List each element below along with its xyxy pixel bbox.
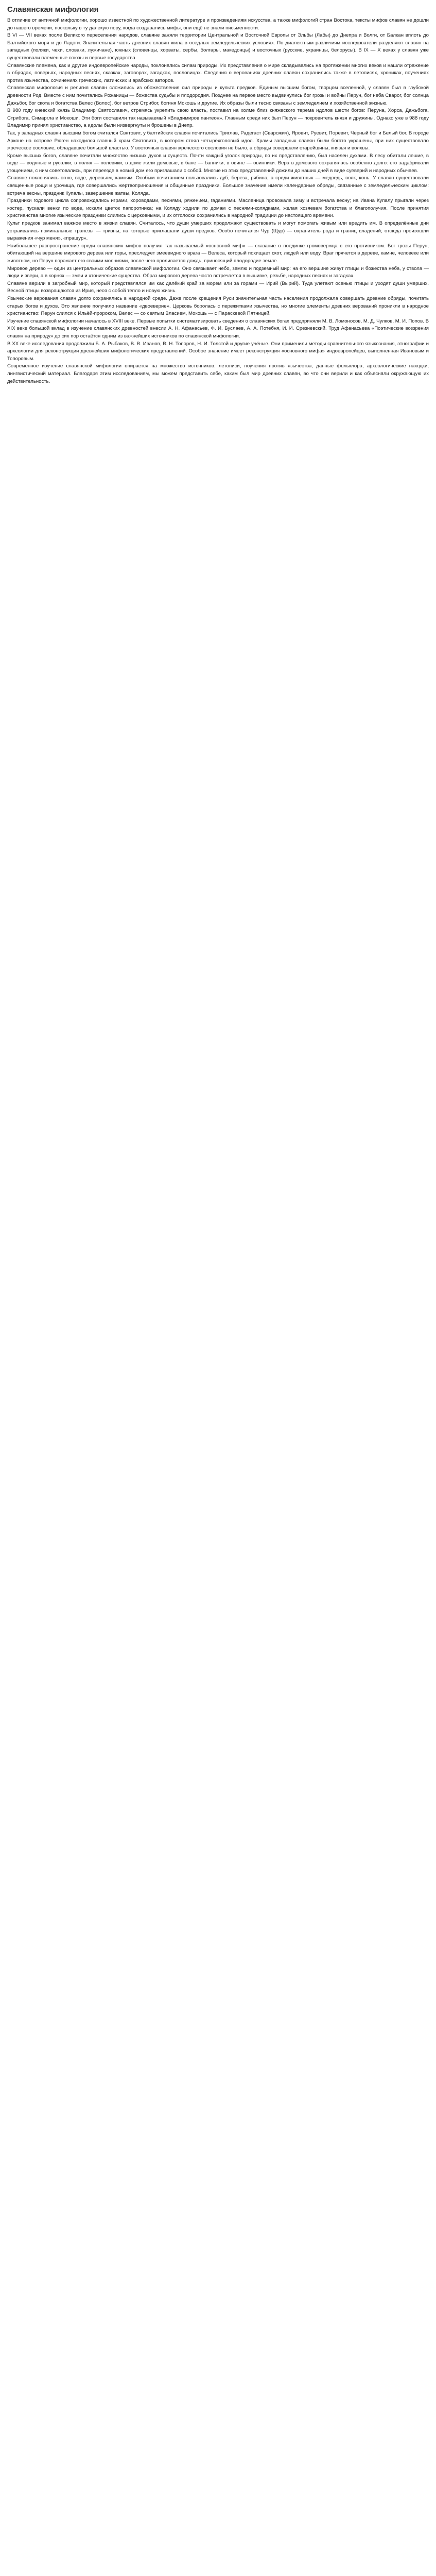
- paragraph: Так, у западных славян высшим богом считался Святовит, у балтийских славян почитались Триглав, Радегаст (Сварожич), Яровит, Руевит, Поревит, Черный бог и Белый бог. В городе Арконе на острове Рюген находился главный храм Святовита, в котором стоял четырёхголовый идол. Храмы западных славян были богато украшены, при них существовало жреческое сословие, обладавшее большой властью. У восточных славян жреческого сословия не было, а обряды совершали старейшины, князья и волхвы.: [7, 130, 429, 151]
- paragraph: Наибольшее распространение среди славянских мифов получил так называемый «основной миф» — сказание о поединке громовержца с его противником. Бог грозы Перун, обитающий на вершине мирового дерева или горы, преследует змеевидного врага — Велеса, который похищает скот, людей или воду. Враг прячется в дереве, камне, человеке или животном, но Перун поражает его своими молниями, после чего проливается дождь, приносящий плодородие земле.: [7, 243, 429, 264]
- paragraph: Мировое дерево — один из центральных образов славянской мифологии. Оно связывает небо, землю и подземный мир: на его вершине живут птицы и божества неба, у ствола — люди и звери, а в корнях — змеи и хтонические существа. Образ мирового дерева часто встречается в вышивке, резьбе, народных песнях и загадках.: [7, 265, 429, 279]
- paragraph: Славянская мифология и религия славян сложились из обожествления сил природы и культа предков. Единым высшим богом, творцом вселенной, у славян был в глубокой древности Род. Вместе с ним почитались Рожаницы — божества судьбы и плодородия. Позднее на первое место выдвинулись бог грозы и войны Перун, бог неба Сварог, бог солнца Дажьбог, бог скота и богатства Велес (Волос), бог ветров Стрибог, богиня Мокошь и другие. Их образы были тесно связаны с земледелием и хозяйственной жизнью.: [7, 85, 429, 106]
- article-body: [7, 17, 429, 385]
- article: [0, 0, 436, 385]
- paragraph: Славяне поклонялись огню, воде, деревьям, камням. Особым почитанием пользовались дуб, береза, рябина, а среди животных — медведь, волк, конь. У славян существовали священные рощи и урочища, где совершались жертвоприношения и общинные праздники. Большое значение имели календарные обряды, связанные с земледельческим циклом: встреча весны, праздник Купалы, завершение жатвы, Коляда.: [7, 175, 429, 196]
- paragraph: В 980 году киевский князь Владимир Святославич, стремясь укрепить свою власть, поставил на холме близ княжеского терема идолов шести богов: Перуна, Хорса, Дажьбога, Стрибога, Симаргла и Мокоши. Эти боги составили так называемый «Владимиров пантеон». Главным среди них был Перун — покровитель князя и дружины. Однако уже в 988 году Владимир принял христианство, а идолы были низвергнуты и брошены в Днепр.: [7, 108, 429, 129]
- paragraph: Языческие верования славян долго сохранялись в народной среде. Даже после крещения Руси значительная часть населения продолжала совершать древние обряды, почитать старых богов и духов. Это явление получило название «двоеверие». Церковь боролась с пережитками язычества, но многие элементы древних верований проникли в народное христианство: Перун слился с Ильёй-пророком, Велес — со святым Власием, Мокошь — с Параскевой Пятницей.: [7, 295, 429, 317]
- page-title: Славянская мифология: [7, 5, 99, 14]
- paragraph: В XX веке исследования продолжили Б. А. Рыбаков, В. В. Иванов, В. Н. Топоров, Н. И. Толстой и другие учёные. Они применили методы сравнительного языкознания, этнографии и археологии для реконструкции древнейших мифологических представлений. Особое значение имеет реконструкция «основного мифа» индоевропейцев, выполненная Ивановым и Топоровым.: [7, 341, 429, 362]
- paragraph: Современное изучение славянской мифологии опирается на множество источников: летописи, поучения против язычества, данные фольклора, археологические находки, лингвистический материал. Благодаря этим исследованиям, мы можем представить себе, каким был мир древних славян, во что они верили и как объясняли окружающую их действительность.: [7, 363, 429, 384]
- paragraph: Праздники годового цикла сопровождались играми, хороводами, песнями, ряжением, гаданиями. Масленица провожала зиму и встречала весну; на Ивана Купалу прыгали через костер, пускали венки по воде, искали цветок папоротника; на Коляду ходили по домам с песнями-колядками, желая хозяевам богатства и благополучия. После принятия христианства многие языческие праздники слились с церковными, и их отголоски сохранились в народной традиции до настоящего времени.: [7, 198, 429, 219]
- paragraph: В отличие от античной мифологии, хорошо известной по художественной литературе и произведениям искусства, а также мифологий стран Востока, тексты мифов славян не дошли до нашего времени, поскольку в ту далекую пору, когда создавались мифы, они ещё не знали письменности.: [7, 18, 429, 31]
- paragraph: Славянские племена, как и другие индоевропейские народы, поклонялись силам природы. Их представления о мире складывались на протяжении многих веков и нашли отражение в обрядах, поверьях, народных песнях, сказках, заговорах, загадках, пословицах. Сведения о верованиях древних славян сохранились также в летописях, хрониках, поучениях против язычества, сочинениях греческих, латинских и арабских авторов.: [7, 62, 429, 83]
- paragraph: Изучение славянской мифологии началось в XVIII веке. Первые попытки систематизировать сведения о славянских богах предприняли М. В. Ломоносов, М. Д. Чулков, М. И. Попов. В XIX веке большой вклад в изучение славянских древностей внесли А. Н. Афанасьев, Ф. И. Буслаев, А. А. Потебня, И. И. Срезневский. Труд Афанасьева «Поэтические воззрения славян на природу» до сих пор остаётся одним из важнейших источников по славянской мифологии.: [7, 318, 429, 339]
- paragraph: Кроме высших богов, славяне почитали множество низших духов и существ. Почти каждый уголок природы, по их представлению, был населен духами. В лесу обитали лешие, в воде — водяные и русалки, в полях — полевики, в доме жили домовые, в бане — банники, в овине — овинники. Вера в домового сохранялась особенно долго: его задабривали угощением, с ним советовались, при переезде в новый дом его приглашали с собой. Многие из этих представлений дожили до наших дней в виде суеверий и народных обычаев.: [7, 152, 429, 174]
- paragraph: Славяне верили в загробный мир, который представлялся им как далёкий край за морем или за горами — Ирий (Вырий). Туда улетают осенью птицы и уходят души умерших. Весной птицы возвращаются из Ирия, неся с собой тепло и новую жизнь.: [7, 280, 429, 294]
- paragraph: В VI — VII веках после Великого переселения народов, славяне заняли территории Центральной и Восточной Европы от Эльбы (Лабы) до Днепра и Волги, от Балкан вплоть до Балтийского моря и до Ладоги. Значительная часть древних славян жила в оседлых земледельческих условиях. По диалектным различиям исследователи разделяют славян на западных (поляки, чехи, словаки, лужичане), южных (словенцы, хорваты, сербы, болгары, македонцы) и восточных (русские, украинцы, белорусы). В IX — X веках у славян уже существовали племенные союзы и первые государства.: [7, 32, 429, 61]
- paragraph: Культ предков занимал важное место в жизни славян. Считалось, что души умерших продолжают существовать и могут помогать живым или вредить им. В определённые дни устраивались поминальные трапезы — тризны, на которые приглашали души предков. Особо почитался Чур (Щур) — охранитель рода и границ владений; отсюда произошли выражения «чур меня», «пращур».: [7, 221, 429, 242]
